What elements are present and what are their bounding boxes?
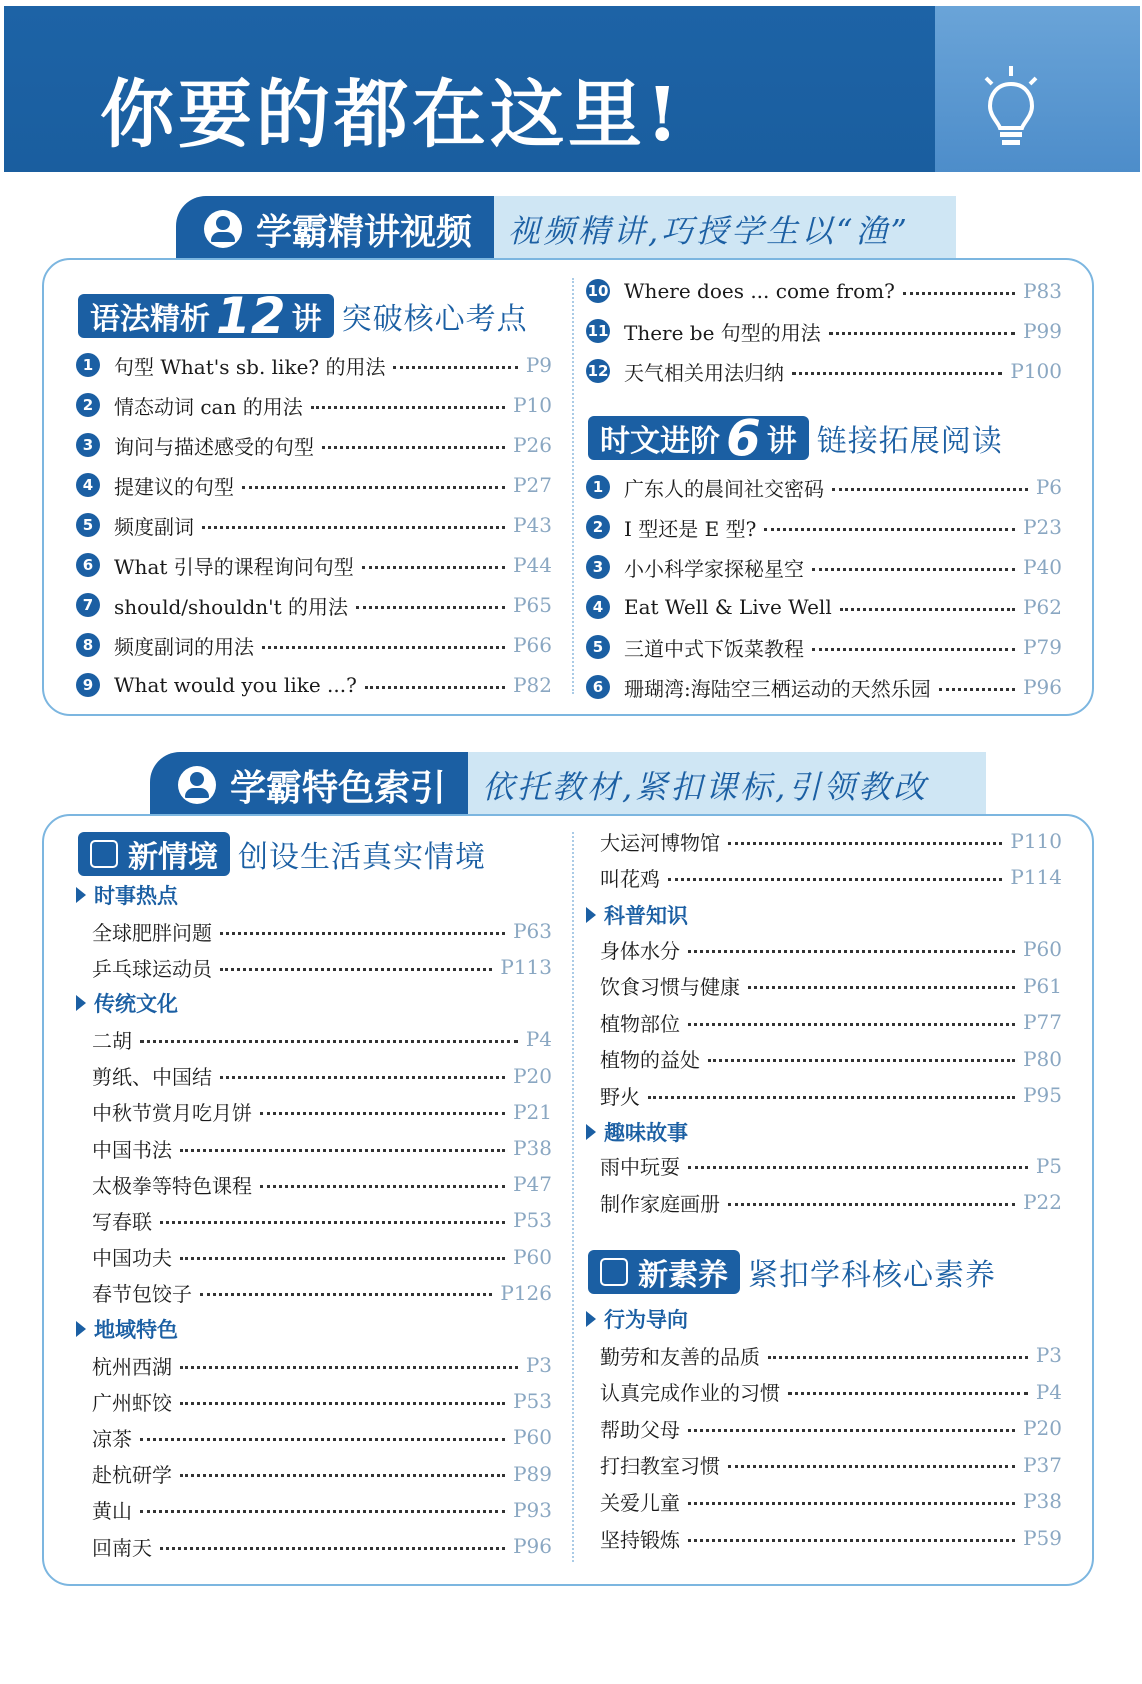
- toc-entry: [600, 1078, 1062, 1112]
- dot-leader: [728, 1203, 1015, 1206]
- grammar-tag-suffix: 讲: [291, 302, 322, 337]
- entry-title: 制作家庭画册: [600, 1191, 720, 1216]
- dot-leader: [140, 1510, 505, 1513]
- toc-entry: [76, 588, 552, 622]
- dot-leader: [688, 1429, 1015, 1432]
- dot-leader: [260, 1112, 505, 1115]
- toc-entry: [586, 510, 1062, 544]
- xinqingjing-tag-label: 新情境: [128, 840, 218, 875]
- dot-leader: [688, 1166, 1028, 1169]
- toc-entry: [92, 1493, 552, 1527]
- entry-title: 中国功夫: [92, 1246, 172, 1271]
- dot-leader: [180, 1149, 505, 1152]
- entry-page: P113: [500, 955, 552, 980]
- entry-page: P10: [513, 393, 552, 417]
- dot-leader: [668, 878, 1002, 881]
- entry-title: 植物的益处: [600, 1048, 700, 1072]
- entry-page: P66: [513, 633, 552, 657]
- dot-leader: [688, 1539, 1015, 1542]
- toc-entry: [600, 932, 1062, 966]
- toc-entry: [76, 668, 552, 702]
- entry-number-badge: 3: [76, 433, 100, 457]
- entry-title: 饮食习惯与健康: [600, 975, 740, 999]
- toc-entry: [92, 1095, 552, 1129]
- entry-title: 大运河博物馆: [600, 830, 720, 855]
- dot-leader: [260, 1185, 505, 1188]
- entry-title: Where does ... come from?: [624, 279, 895, 303]
- toc-entry: [76, 508, 552, 542]
- entry-page: P83: [1023, 279, 1062, 303]
- toc-entry: [92, 950, 552, 984]
- check-box-icon: [600, 1258, 628, 1286]
- entry-page: P96: [513, 1534, 552, 1558]
- toc-entry: [586, 354, 1062, 388]
- dot-leader: [792, 372, 1002, 375]
- entry-title: 勤劳和友善的品质: [600, 1344, 760, 1369]
- entry-title: 春节包饺子: [92, 1282, 192, 1307]
- reading-tag-num: 6: [726, 409, 761, 467]
- category-heading: [586, 1304, 688, 1334]
- entry-number-badge: 3: [586, 555, 610, 579]
- toc-entry: [600, 1484, 1062, 1518]
- dot-leader: [688, 1502, 1015, 1505]
- dot-leader: [220, 932, 505, 935]
- entry-title: 叫花鸡: [600, 866, 660, 891]
- dot-leader: [812, 648, 1015, 651]
- entry-title: 黄山: [92, 1499, 132, 1524]
- entry-page: P26: [513, 433, 552, 457]
- toc-entry: [92, 1457, 552, 1491]
- entry-title: 凉茶: [92, 1426, 132, 1451]
- entry-title: 小小科学家探秘星空: [624, 556, 804, 581]
- category-heading: [76, 988, 178, 1018]
- entry-page: P20: [513, 1063, 552, 1088]
- entry-title: 植物部位: [600, 1011, 680, 1036]
- toc-entry: [92, 1203, 552, 1237]
- entry-page: P43: [513, 513, 552, 537]
- category-heading: [586, 1117, 688, 1147]
- triangle-bullet-icon: [76, 887, 86, 903]
- dot-leader: [160, 1547, 505, 1550]
- toc-entry: [586, 670, 1062, 704]
- entry-title: 身体水分: [600, 938, 680, 963]
- grammar-badge: [78, 287, 528, 345]
- dot-leader: [322, 446, 505, 449]
- entry-number-badge: 1: [76, 353, 100, 377]
- toc-entry: [76, 548, 552, 582]
- entry-page: P4: [525, 1027, 552, 1052]
- entry-title: 天气相关用法归纳: [624, 360, 784, 385]
- toc-entry: [600, 1375, 1062, 1409]
- video-section-divider: [572, 278, 574, 694]
- reading-subtitle: 链接拓展阅读: [816, 424, 1003, 459]
- toc-entry: [600, 1411, 1062, 1445]
- entry-title: 写春联: [92, 1209, 152, 1234]
- index-section-header: [150, 752, 986, 818]
- lightbulb-icon: [978, 64, 1044, 154]
- entry-page: P9: [525, 353, 552, 377]
- grammar-tag-prefix: 语法精析: [90, 302, 210, 337]
- entry-page: P37: [1023, 1452, 1062, 1477]
- entry-page: P53: [513, 1389, 552, 1414]
- page-title: 你要的都在这里!: [100, 72, 683, 158]
- chat-icon: [90, 840, 118, 868]
- toc-entry: [600, 824, 1062, 858]
- toc-entry: [600, 1521, 1062, 1555]
- reading-tag-prefix: 时文进阶: [600, 424, 720, 459]
- xinsuyang-badge: [588, 1250, 996, 1294]
- entry-number-badge: 12: [586, 359, 610, 383]
- dot-leader: [840, 608, 1015, 611]
- index-section-slogan: 依托教材,紧扣课标,引领教改: [462, 752, 986, 818]
- entry-number-badge: 1: [586, 475, 610, 499]
- xinqingjing-subtitle: 创设生活真实情境: [238, 840, 486, 875]
- toc-entry: [92, 1348, 552, 1382]
- entry-title: 三道中式下饭菜教程: [624, 636, 804, 661]
- entry-page: P79: [1023, 635, 1062, 659]
- entry-title: 句型 What's sb. like? 的用法: [114, 354, 386, 379]
- toc-entry: [600, 969, 1062, 1003]
- toc-entry: [76, 428, 552, 462]
- toc-entry: [92, 1059, 552, 1093]
- grammar-tag: [78, 287, 334, 345]
- category-label: 时事热点: [94, 884, 178, 908]
- entry-title: 频度副词: [114, 514, 194, 539]
- entry-page: P110: [1010, 829, 1062, 853]
- entry-title: 提建议的句型: [114, 474, 234, 499]
- toc-entry: [92, 1529, 552, 1563]
- entry-number-badge: 2: [76, 393, 100, 417]
- entry-number-badge: 6: [76, 553, 100, 577]
- entry-number-badge: 4: [76, 473, 100, 497]
- toc-entry: [600, 1149, 1062, 1183]
- dot-leader: [140, 1040, 518, 1043]
- toc-entry: [586, 470, 1062, 504]
- dot-leader: [362, 566, 505, 569]
- entry-number-badge: 5: [586, 635, 610, 659]
- dot-leader: [262, 646, 505, 649]
- dot-leader: [393, 366, 517, 369]
- entry-title: What 引导的课程询问句型: [114, 554, 354, 579]
- entry-page: P99: [1023, 319, 1062, 343]
- toc-entry: [600, 1338, 1062, 1372]
- entry-page: P44: [513, 553, 552, 577]
- toc-entry: [600, 860, 1062, 894]
- dot-leader: [829, 332, 1015, 335]
- xinqingjing-tag: [78, 832, 230, 876]
- entry-title: 中国书法: [92, 1137, 172, 1162]
- triangle-bullet-icon: [586, 1124, 596, 1140]
- entry-title: 赴杭研学: [92, 1463, 172, 1488]
- entry-title: I 型还是 E 型?: [624, 516, 757, 541]
- dot-leader: [140, 1438, 505, 1441]
- entry-page: P6: [1035, 475, 1062, 499]
- entry-title: 全球肥胖问题: [92, 920, 212, 945]
- reading-tag: [588, 409, 809, 467]
- entry-page: P40: [1023, 555, 1062, 579]
- category-label: 行为导向: [604, 1308, 688, 1332]
- toc-entry: [586, 550, 1062, 584]
- toc-entry: [76, 628, 552, 662]
- entry-number-badge: 9: [76, 673, 100, 697]
- entry-title: 关爱儿童: [600, 1490, 680, 1515]
- entry-page: P20: [1023, 1416, 1062, 1441]
- toc-entry: [92, 1276, 552, 1310]
- entry-page: P38: [513, 1136, 552, 1160]
- index-section-divider: [572, 832, 574, 1562]
- entry-page: P4: [1035, 1379, 1062, 1404]
- triangle-bullet-icon: [76, 995, 86, 1011]
- entry-page: P3: [525, 1353, 552, 1377]
- entry-title: 乒乓球运动员: [92, 956, 212, 981]
- entry-page: P93: [513, 1497, 552, 1522]
- entry-page: P60: [513, 1244, 552, 1269]
- video-section-title: [176, 196, 494, 262]
- toc-entry: [586, 314, 1062, 348]
- dot-leader: [356, 606, 505, 609]
- entry-page: P59: [1023, 1526, 1062, 1550]
- entry-title: 太极拳等特色课程: [92, 1173, 252, 1198]
- entry-title: 情态动词 can 的用法: [114, 394, 303, 419]
- entry-page: P27: [513, 473, 552, 497]
- entry-title: 雨中玩耍: [600, 1155, 680, 1179]
- entry-page: P82: [513, 673, 552, 697]
- category-label: 科普知识: [604, 904, 688, 928]
- video-section-slogan: 视频精讲,巧授学生以“渔”: [488, 196, 956, 262]
- dot-leader: [200, 1293, 492, 1296]
- dot-leader: [764, 528, 1015, 531]
- entry-page: P60: [513, 1425, 552, 1450]
- entry-page: P95: [1023, 1083, 1062, 1107]
- header-banner: [4, 6, 1140, 172]
- dot-leader: [708, 1059, 1015, 1062]
- dot-leader: [220, 968, 492, 971]
- toc-entry: [600, 1042, 1062, 1076]
- entry-page: P47: [513, 1172, 552, 1197]
- dot-leader: [768, 1356, 1028, 1359]
- toc-entry: [92, 914, 552, 948]
- entry-page: P5: [1035, 1153, 1062, 1178]
- entry-number-badge: 10: [586, 279, 610, 303]
- entry-title: 中秋节赏月吃月饼: [92, 1101, 252, 1126]
- entry-page: P60: [1023, 937, 1062, 961]
- toc-entry: [600, 1185, 1062, 1219]
- toc-entry: [600, 1005, 1062, 1039]
- reading-badge: [588, 409, 1003, 467]
- reading-tag-suffix: 讲: [766, 424, 797, 459]
- entry-page: P3: [1035, 1343, 1062, 1367]
- toc-entry: [92, 1022, 552, 1056]
- user-icon: [204, 210, 242, 248]
- xinsuyang-tag-label: 新素养: [638, 1258, 728, 1293]
- entry-page: P114: [1010, 865, 1062, 889]
- entry-page: P61: [1023, 973, 1062, 998]
- toc-entry: [76, 468, 552, 502]
- entry-title: 坚持锻炼: [600, 1527, 680, 1552]
- dot-leader: [939, 688, 1015, 691]
- entry-page: P89: [513, 1461, 552, 1486]
- entry-page: P96: [1023, 675, 1062, 699]
- dot-leader: [180, 1402, 505, 1405]
- dot-leader: [788, 1392, 1028, 1395]
- entry-title: 广东人的晨间社交密码: [624, 476, 824, 501]
- entry-page: P53: [513, 1208, 552, 1233]
- entry-page: P38: [1023, 1489, 1062, 1514]
- entry-number-badge: 7: [76, 593, 100, 617]
- dot-leader: [160, 1221, 505, 1224]
- entry-page: P63: [513, 919, 552, 943]
- entry-title: 频度副词的用法: [114, 634, 254, 659]
- entry-page: P23: [1023, 515, 1062, 539]
- entry-title: 打扫教室习惯: [600, 1454, 720, 1479]
- dot-leader: [832, 488, 1028, 491]
- category-heading: [76, 1314, 178, 1344]
- dot-leader: [812, 568, 1015, 571]
- toc-entry: [92, 1131, 552, 1165]
- dot-leader: [748, 986, 1015, 989]
- entry-title: Eat Well & Live Well: [624, 595, 832, 619]
- dot-leader: [688, 1023, 1015, 1026]
- category-label: 地域特色: [94, 1318, 178, 1342]
- index-section-title: [150, 752, 468, 818]
- entry-title: 杭州西湖: [92, 1354, 172, 1379]
- index-section-label: 学霸特色索引: [230, 767, 447, 809]
- dot-leader: [311, 406, 505, 409]
- entry-title: should/shouldn't 的用法: [114, 594, 349, 619]
- xinsuyang-subtitle: 紧扣学科核心素养: [748, 1258, 996, 1293]
- video-section-header: [176, 196, 956, 262]
- dot-leader: [220, 1076, 505, 1079]
- entry-title: 认真完成作业的习惯: [600, 1381, 780, 1406]
- toc-entry: [92, 1167, 552, 1201]
- toc-entry: [600, 1448, 1062, 1482]
- entry-title: 珊瑚湾:海陆空三栖运动的天然乐园: [624, 676, 931, 701]
- dot-leader: [688, 950, 1015, 953]
- dot-leader: [202, 526, 505, 529]
- user-icon: [178, 766, 216, 804]
- dot-leader: [648, 1096, 1015, 1099]
- entry-title: What would you like ...?: [114, 673, 357, 697]
- entry-title: 广州虾饺: [92, 1390, 172, 1415]
- entry-number-badge: 11: [586, 319, 610, 343]
- triangle-bullet-icon: [586, 907, 596, 923]
- entry-page: P100: [1010, 359, 1062, 383]
- dot-leader: [242, 486, 505, 489]
- dot-leader: [180, 1474, 505, 1477]
- toc-entry: [76, 388, 552, 422]
- toc-entry: [92, 1240, 552, 1274]
- dot-leader: [728, 842, 1002, 845]
- xinqingjing-badge: [78, 832, 486, 876]
- toc-entry: [586, 630, 1062, 664]
- entry-title: 二胡: [92, 1028, 132, 1053]
- toc-entry: [586, 274, 1062, 308]
- entry-page: P62: [1023, 595, 1062, 619]
- entry-number-badge: 8: [76, 633, 100, 657]
- toc-entry: [92, 1420, 552, 1454]
- entry-number-badge: 6: [586, 675, 610, 699]
- entry-title: 剪纸、中国结: [92, 1065, 212, 1090]
- entry-title: 野火: [600, 1084, 640, 1109]
- entry-number-badge: 4: [586, 595, 610, 619]
- toc-entry: [586, 590, 1062, 624]
- entry-page: P77: [1023, 1010, 1062, 1034]
- entry-page: P80: [1023, 1046, 1062, 1071]
- grammar-subtitle: 突破核心考点: [341, 302, 528, 337]
- grammar-tag-num: 12: [216, 287, 286, 345]
- category-label: 趣味故事: [604, 1120, 688, 1145]
- entry-title: There be 句型的用法: [624, 320, 821, 345]
- dot-leader: [728, 1465, 1015, 1468]
- dot-leader: [180, 1257, 505, 1260]
- entry-number-badge: 5: [76, 513, 100, 537]
- entry-page: P22: [1023, 1190, 1062, 1214]
- triangle-bullet-icon: [586, 1311, 596, 1327]
- video-section-label: 学霸精讲视频: [256, 211, 473, 253]
- category-heading: [76, 880, 178, 910]
- entry-page: P126: [500, 1280, 552, 1305]
- category-heading: [586, 900, 688, 930]
- toc-entry: [76, 348, 552, 382]
- entry-title: 询问与描述感受的句型: [114, 434, 314, 459]
- xinsuyang-tag: [588, 1250, 740, 1294]
- toc-entry: [92, 1384, 552, 1418]
- dot-leader: [903, 292, 1015, 295]
- entry-number-badge: 2: [586, 515, 610, 539]
- entry-title: 帮助父母: [600, 1417, 680, 1442]
- entry-page: P21: [513, 1099, 552, 1124]
- entry-page: P65: [513, 593, 552, 617]
- dot-leader: [180, 1366, 518, 1369]
- dot-leader: [365, 686, 505, 689]
- entry-title: 回南天: [92, 1535, 152, 1560]
- category-label: 传统文化: [94, 992, 178, 1017]
- triangle-bullet-icon: [76, 1321, 86, 1337]
